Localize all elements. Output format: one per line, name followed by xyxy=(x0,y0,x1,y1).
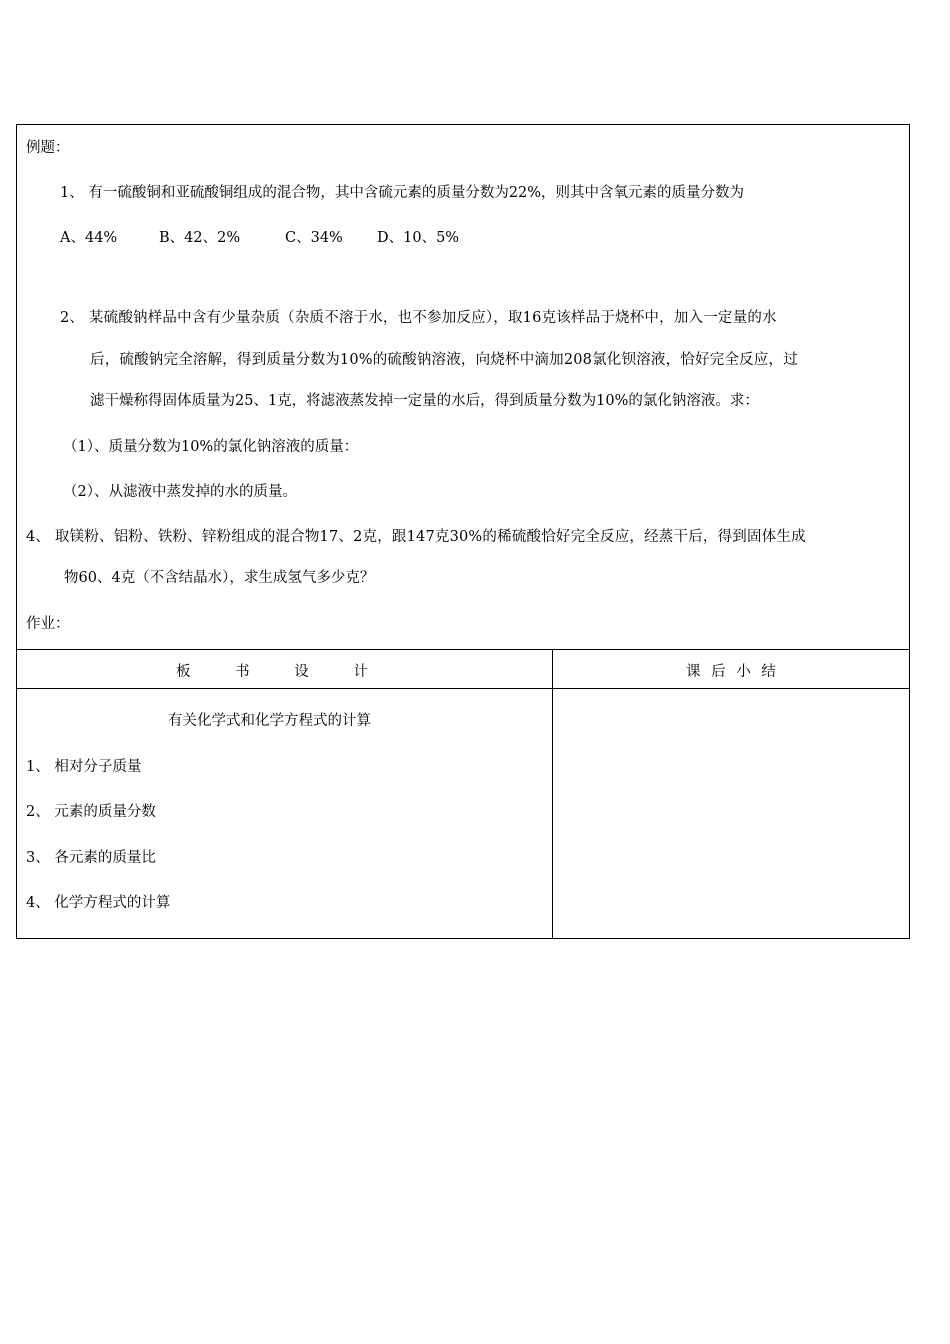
q1-option-b: B、42、2% xyxy=(159,230,241,246)
board-item: 3、 各元素的质量比 xyxy=(26,850,156,866)
table-divider-header xyxy=(16,688,910,689)
board-design-header: 板 书 设 计 xyxy=(176,664,368,680)
question-2-line-2: 后，硫酸钠完全溶解，得到质量分数为10%的硫酸钠溶液，向烧杯中滴加208氯化钡溶液，恰好完全反应，过 xyxy=(90,352,798,368)
summary-header: 课 后 小 结 xyxy=(686,664,776,680)
board-item: 2、 元素的质量分数 xyxy=(26,804,156,820)
q1-option-d: D、10、5% xyxy=(377,230,460,246)
board-title: 有关化学式和化学方程式的计算 xyxy=(168,713,371,729)
question-4-line-2: 物60、4克（不含结晶水），求生成氢气多少克？ xyxy=(64,570,375,586)
question-1: 1、 有一硫酸铜和亚硫酸铜组成的混合物，其中含硫元素的质量分数为22%，则其中含氧元素的质量分数为 xyxy=(60,185,745,201)
question-2-sub-2: （2）、从滤液中蒸发掉的水的质量。 xyxy=(63,484,297,500)
examples-heading: 例题： xyxy=(26,140,70,156)
question-2-sub-1: （1）、质量分数为10%的氯化钠溶液的质量： xyxy=(63,439,359,455)
homework-label: 作业： xyxy=(26,616,70,632)
board-item: 1、 相对分子质量 xyxy=(26,759,142,775)
table-divider-top xyxy=(16,649,910,650)
question-2-line-1: 2、 某硫酸钠样品中含有少量杂质（杂质不溶于水，也不参加反应），取16克该样品于烧杯中，加入一定量的水 xyxy=(60,310,777,326)
question-4-line-1: 4、 取镁粉、铝粉、铁粉、锌粉组成的混合物17、2克，跟147克30%的稀硫酸恰好完全反应，经蒸干后，得到固体生成 xyxy=(26,529,806,545)
q1-option-a: A、44% xyxy=(60,230,118,246)
table-divider-vertical xyxy=(552,649,553,939)
q1-option-c: C、34% xyxy=(285,230,343,246)
board-item: 4、 化学方程式的计算 xyxy=(26,895,171,911)
question-2-line-3: 滤干燥称得固体质量为25、1克，将滤液蒸发掉一定量的水后，得到质量分数为10%的氯化钠溶液。求： xyxy=(90,393,759,409)
